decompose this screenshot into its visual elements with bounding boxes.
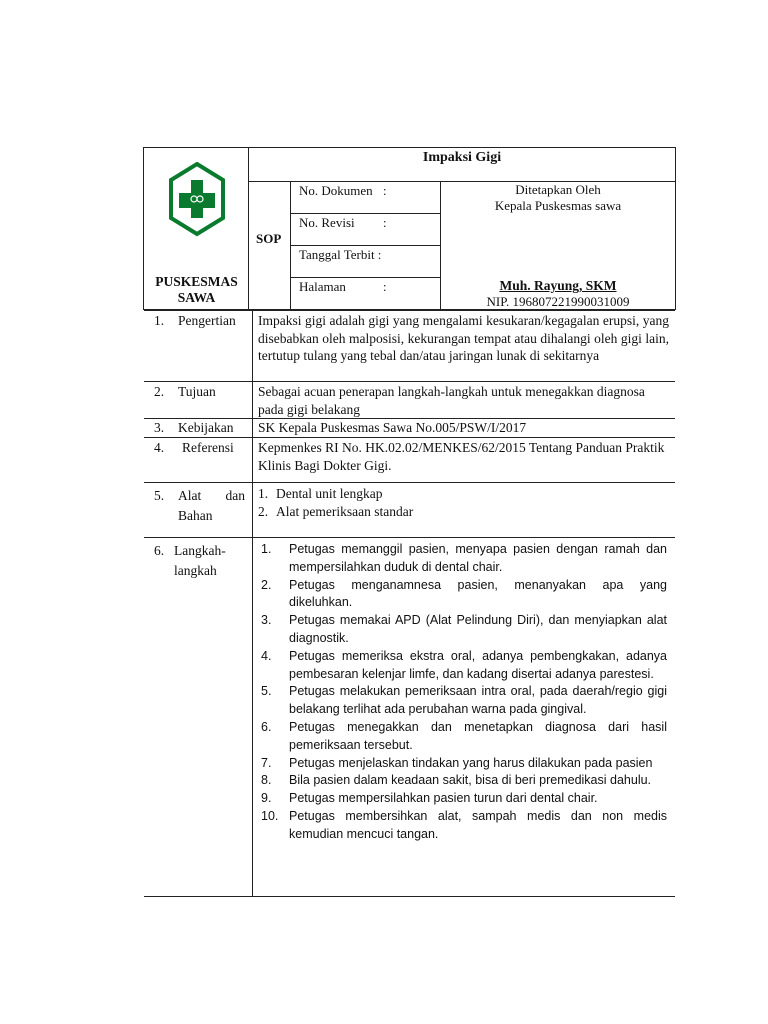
list-item [258, 503, 669, 521]
step-item [261, 648, 667, 684]
section-label [144, 382, 253, 418]
step-text: Petugas menganamnesa pasien, menanyakan apa yang dikeluhkan. [289, 577, 667, 610]
step-item [261, 808, 667, 844]
step-item [261, 772, 667, 790]
document-title: Impaksi Gigi [249, 148, 675, 182]
list-number: 1. [258, 486, 269, 501]
step-text: Petugas melakukan pemeriksaan intra oral, pada daerah/regio gigi belakang terlihat ada perubahan warna pada gingival. [289, 684, 667, 717]
meta-colon: : [383, 215, 387, 230]
step-text: Petugas memanggil pasien, menyapa pasien dengan ramah dan mempersilahkan duduk di dental chair. [289, 542, 667, 574]
step-number: 9. [261, 791, 272, 806]
section-label [144, 438, 253, 482]
meta-row-dokumen [291, 182, 440, 214]
section-langkah [144, 537, 675, 897]
signer-name: Muh. Rayung, SKM [499, 278, 617, 293]
step-text: Petugas menjelaskan tindakan yang harus dilakukan pada pasien [289, 755, 653, 770]
meta-label: No. Revisi [299, 215, 355, 230]
section-tujuan [144, 381, 675, 419]
section-title: Tujuan [178, 384, 216, 399]
step-text: Petugas membersihkan alat, sampah medis dan non medis kemudian mencuci tangan. [289, 808, 667, 841]
step-item [261, 541, 667, 577]
step-number: 2. [261, 577, 272, 592]
section-label-head [154, 486, 201, 506]
section-steps [261, 541, 667, 844]
step-number: 7. [261, 755, 272, 770]
step-number: 8. [261, 773, 272, 788]
step-text: Bila pasien dalam keadaan sakit, bisa di beri premedikasi dahulu. [289, 773, 652, 788]
meta-colon: : [383, 183, 387, 198]
section-number: 1. [154, 313, 165, 328]
section-alat-bahan [144, 482, 675, 538]
step-text: Petugas memeriksa ekstra oral, adanya pembengkakan, adanya pembesaran kelenjar limfe, dan kadang disertai adanya parestesi. [289, 648, 667, 681]
step-item [261, 683, 667, 719]
step-number: 6. [261, 719, 272, 734]
section-label [144, 311, 253, 381]
procedure-steps [261, 541, 667, 844]
list-text: Dental unit lengkap [276, 486, 383, 501]
section-text: Impaksi gigi adalah gigi yang mengalami kesukaran/kegagalan erupsi, yang disebabkan oleh malposisi, kekurangan tempat atau dihalangi oleh gigi lain, tertutup tulang yang tebal dan/atau jaringan lunak di sekitarnya [258, 313, 669, 363]
list-number: 2. [258, 503, 269, 519]
equipment-list [258, 485, 669, 520]
section-text: SK Kepala Puskesmas Sawa No.005/PSW/I/2017 [258, 420, 527, 435]
organization-name: PUSKESMAS SAWA [155, 274, 238, 305]
section-label [144, 483, 253, 537]
meta-row-halaman [291, 278, 440, 310]
list-text: Alat pemeriksaan standar [276, 503, 414, 519]
step-item [261, 790, 667, 808]
section-title: Referensi [182, 440, 234, 455]
established-by-line2: Kepala Puskesmas sawa [494, 198, 622, 213]
meta-colon: : [383, 279, 387, 294]
section-list [258, 485, 669, 520]
approval-cell [441, 182, 675, 309]
meta-row-revisi [291, 214, 440, 246]
step-item [261, 612, 667, 648]
section-title: Alat [178, 488, 202, 503]
section-label [144, 538, 253, 896]
list-item [258, 485, 669, 503]
section-label-line [154, 541, 252, 561]
section-kebijakan [144, 418, 675, 438]
sop-label-cell [249, 182, 291, 309]
step-text: Petugas mempersilahkan pasien turun dari dental chair. [289, 791, 598, 806]
step-item [261, 755, 667, 773]
section-text: Kepmenkes RI No. HK.02.02/MENKES/62/2015 Tentang Panduan Praktik Klinis Bagi Dokter Gigi. [258, 440, 665, 473]
section-pengertian [144, 310, 675, 382]
section-number: 6. [154, 543, 165, 558]
meta-label: Halaman [299, 279, 346, 294]
section-title: Kebijakan [178, 420, 234, 435]
step-number: 3. [261, 613, 272, 628]
logo-cell [144, 148, 249, 309]
step-text: Petugas menegakkan dan menetapkan diagnosa dari hasil pemeriksaan tersebut. [289, 719, 667, 752]
section-text: Sebagai acuan penerapan langkah-langkah untuk menegakkan diagnosa pada gigi belakang [258, 384, 645, 417]
sop-label: SOP [256, 231, 282, 246]
step-item [261, 719, 667, 755]
established-by-line1: Ditetapkan Oleh [515, 182, 601, 197]
meta-label: Tanggal Terbit : [299, 247, 382, 262]
section-number: 5. [154, 488, 165, 503]
section-label [144, 419, 253, 437]
signer-nip: NIP. 196807221990031009 [486, 294, 630, 309]
step-number: 1. [261, 542, 272, 556]
meta-row-tanggal-terbit [291, 246, 440, 278]
meta-label: No. Dokumen [299, 183, 373, 198]
step-number: 4. [261, 648, 272, 663]
section-title-line2: Bahan [178, 508, 213, 523]
document-meta [291, 182, 441, 309]
section-title-line2: langkah [174, 563, 217, 578]
section-referensi [144, 437, 675, 483]
step-number: 10. [261, 808, 279, 823]
established-by [441, 182, 675, 214]
section-title: Pengertian [178, 313, 236, 328]
section-number: 2. [154, 384, 165, 399]
step-number: 5. [261, 684, 272, 699]
section-number: 4. [154, 440, 165, 455]
puskesmas-logo-icon [167, 162, 227, 238]
step-item [261, 577, 667, 613]
step-text: Petugas memakai APD (Alat Pelindung Diri), dan menyiapkan alat diagnostik. [289, 613, 667, 645]
section-label-line [154, 486, 252, 506]
sop-header-table [143, 147, 676, 310]
section-number: 3. [154, 420, 165, 435]
section-title-cont: dan [225, 488, 245, 503]
section-title: Langkah- [174, 543, 226, 558]
